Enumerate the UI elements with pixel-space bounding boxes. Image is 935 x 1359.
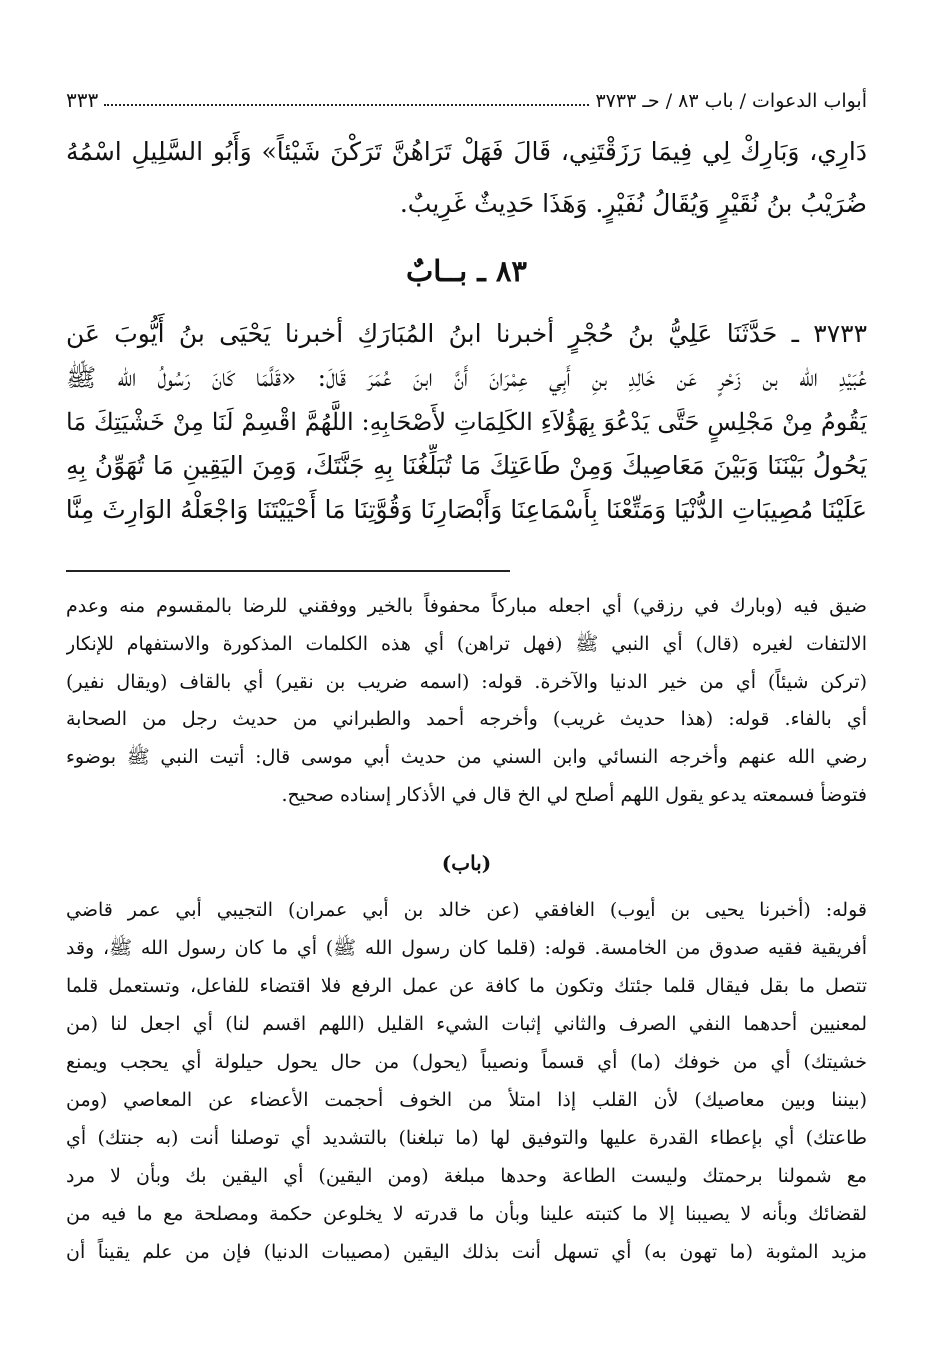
commentary-subheading: (باب) (441, 851, 492, 875)
commentary-line: أي بالفاء. قوله: (هذا حديث غريب) وأخرجه أحمد والطبراني من حديث رجل من الصحابة (66, 708, 867, 730)
main-text-line: دَارِي، وَبَارِكْ لِي فِيمَا رَزَقْتَنِي، قَالَ فَهَلْ تَرَاهُنَّ تَرَكْنَ شَيْئاً» وَأَبُو السَّلِيلِ اسْمُهُ (66, 137, 867, 166)
commentary-line: لقضائك وبأنه لا يصيبنا إلا ما كتبته علينا وبأن ما قدرته لا يخلوعن حكمة ومصلحة مع ما فيه من (66, 1203, 867, 1225)
commentary-line: لمعنيين أحدهما النفي الصرف والثاني إثبات الشيء القليل (اللهم اقسم لنا) أي اجعل لنا (من (66, 1013, 867, 1035)
hadith-line: عُبَيْدِ الله بن زَحْرٍ عَن خَالِدِ بنِ أَبِي عِمْرَانَ أَنَّ ابنَ عُمَرَ قَالَ: «قَلَّمَا كَانَ رَسُولُ الله ﷺ (66, 363, 867, 392)
commentary-line: أفريقية فقيه صدوق من الخامسة. قوله: (قلما كان رسول الله ﷺ) أي ما كان رسول الله ﷺ، وقد (66, 937, 867, 959)
hadith-line: عَلَيْنَا مُصِيبَاتِ الدُّنْيَا وَمَتِّعْنَا بِأَسْمَاعِنَا وَأَبْصَارِنَا وَقُوَّتِنَا مَا أَحْيَيْتَنَا وَاجْعَلْهُ الوَارِثَ مِنَّا (66, 495, 867, 524)
footnote-separator (66, 570, 510, 572)
commentary-line: فتوضأ فسمعته يدعو يقول اللهم أصلح لي الخ قال في الأذكار إسناده صحيح. (281, 784, 867, 806)
section-heading: ٨٣ ـ بــابٌ (405, 254, 528, 288)
commentary-line: قوله: (أخبرنا يحيى بن أيوب) الغافقي (عن خالد بن أبي عمران) التجيبي أبي عمر قاضي (66, 899, 867, 921)
hadith-line: يَحُولُ بَيْنَنَا وَبَيْنَ مَعَاصِيكَ وَمِنْ طَاعَتِكَ مَا تُبَلِّغُنَا بِهِ جَنَّتَكَ، وَمِنَ اليَقِينِ مَا تُهَوِّنُ بِهِ (66, 451, 867, 480)
commentary-line: رضي الله عنهم وأخرجه النسائي وابن السني من حديث أبي موسى قال: أتيت النبي ﷺ بوضوء (66, 746, 867, 768)
commentary-line: (تركن شيئاً) أي من خير الدنيا والآخرة. قوله: (اسمه ضريب بن نقير) أي بالقاف (ويقال نفير) (66, 671, 867, 693)
commentary-line: طاعتك) أي بإعطاء القدرة عليها والتوفيق لها (ما تبلغنا) بالتشديد أي توصلنا أنت (به جنتك) أي (66, 1127, 867, 1149)
commentary-line: خشيتك) أي من خوفك (ما) أي قسماً ونصيباً (يحول) من حال يحول حيلولة أي يحجب ويمنع (66, 1051, 867, 1073)
commentary-line: تتصل ما بقل فيقال قلما جئتك وتكون ما كافة عن عمل الرفع فلا اقتضاء للفاعل، وتستعمل قلما (66, 975, 867, 997)
commentary-line: الالتفات لغيره (قال) أي النبي ﷺ (فهل تراهن) أي هذه الكلمات المذكورة والاستفهام للإنكار (66, 633, 867, 655)
hadith-line: ٣٧٣٣ ـ حَدَّثَنَا عَلِيُّ بنُ حُجْرٍ أخبرنا ابنُ المُبَارَكِ أخبرنا يَحْيَى بنُ أَيُّوبَ عَن (66, 319, 867, 348)
commentary-line: مع شمولنا برحمتك وليست الطاعة وحدها مبلغة (ومن اليقين) أي اليقين بك وبأن لا مرد (66, 1165, 867, 1187)
commentary-line: مزيد المثوبة (ما تهون به) أي تسهل أنت بذلك اليقين (مصيبات الدنيا) فإن من علم يقيناً أن (66, 1241, 867, 1263)
header-title: أبواب الدعوات / باب ٨٣ / حـ ٣٧٣٣ (595, 90, 867, 112)
page-number: ٣٣٣ (66, 88, 99, 112)
hadith-line: يَقُومُ مِنْ مَجْلِسٍ حَتَّى يَدْعُوَ بِهَؤُلاَءِ الكَلِمَاتِ لأَصْحَابِهِ: اللَّهُمَّ اقْسِمْ لَنَا مِنْ خَشْيَتِكَ مَا (66, 408, 867, 436)
running-header (66, 84, 867, 112)
commentary-line: ضيق فيه (وبارك في رزقي) أي اجعله مباركاً محفوفاً بالخير ووفقني للرضا بالمقسوم منه وعدم (66, 595, 867, 617)
commentary-line: (بيننا وبين معاصيك) لأن القلب إذا امتلأ من الخوف أحجمت الأعضاء عن المعاصي (ومن (66, 1089, 867, 1111)
main-text-line: ضُرَيْبُ بنُ نُقَيْرٍ وَيُقَالُ نُفَيْرٍ. وَهَذَا حَدِيثٌ غَرِيبٌ. (399, 189, 867, 218)
header-dot-leader (104, 104, 589, 106)
